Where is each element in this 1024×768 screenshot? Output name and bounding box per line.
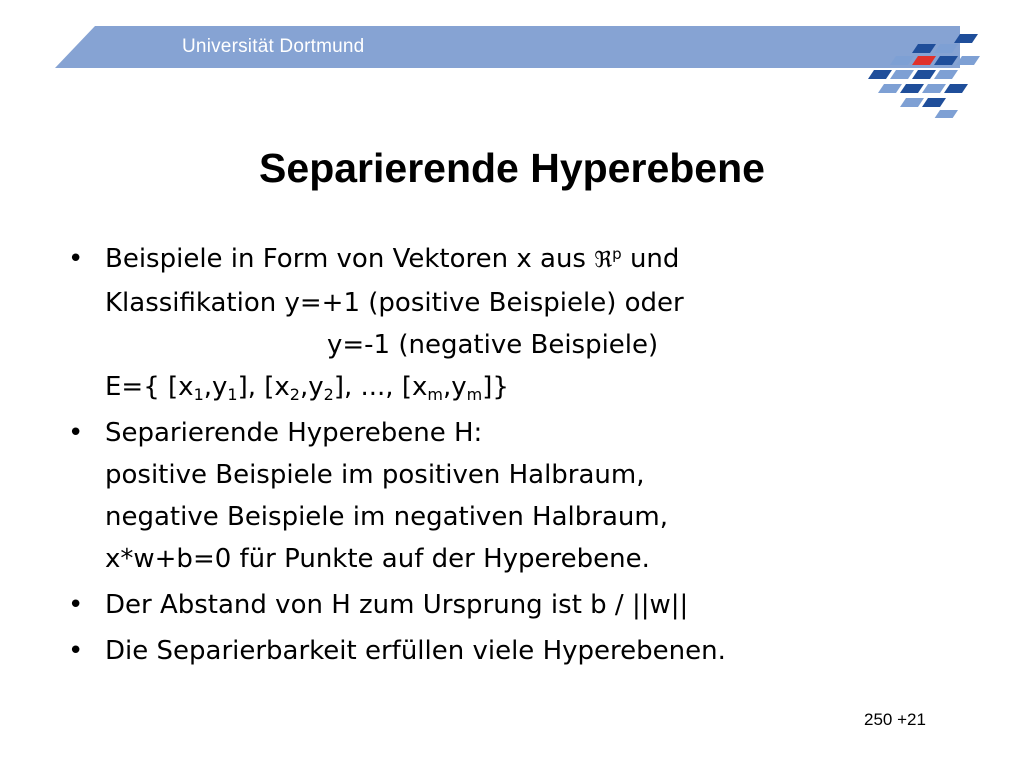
bullet-item-distance [66,584,966,626]
formula-part: ,y [299,372,324,402]
formula-part: ], ..., [x [333,372,428,402]
logo-tile [954,34,978,43]
formula-part: ], [x [237,372,290,402]
subscript: 2 [289,385,300,404]
reals-exponent: p [612,245,622,263]
bullet-list [66,238,966,672]
logo-tile [912,70,936,79]
university-name: Universität Dortmund [182,36,365,57]
logo-tile [934,70,958,79]
formula-part: ,y [442,372,467,402]
subscript: 1 [227,385,238,404]
logo-tile [944,84,968,93]
slide-title: Separierende Hyperebene [259,145,765,191]
bullet-glyph: • [68,418,84,448]
university-logo [850,26,980,118]
bullet-item-hyperplane [66,412,966,580]
bullet-line-indented: y=-1 (negative Beispiele) [327,330,659,360]
bullet-glyph: • [68,636,84,666]
formula-part: E={ [x [105,372,194,402]
bullet-line: x*w+b=0 für Punkte auf der Hyperebene. [105,544,650,574]
bullet-item-separability [66,630,966,672]
subscript: m [466,385,483,404]
logo-tile [934,56,958,65]
subscript: 2 [323,385,334,404]
logo-tile [912,56,936,65]
bullet-line: Die Separierbarkeit erfüllen viele Hyperebenen. [105,636,726,666]
subscript: m [427,385,443,404]
line-text-end: und [621,244,680,274]
line-text: Beispiele in Form von Vektoren x aus [105,244,595,274]
logo-tile [890,70,914,79]
logo-tile [956,56,980,65]
logo-tile [878,84,902,93]
bullet-glyph: • [68,244,84,274]
bullet-item-examples [66,238,966,408]
bullet-line: negative Beispiele im negativen Halbraum, [105,502,668,532]
logo-tile [922,84,946,93]
logo-tile [868,70,892,79]
logo-tile [922,98,946,107]
formula-part: ]} [482,372,509,402]
logo-tile [912,44,936,53]
bullet-glyph: • [68,590,84,620]
bullet-line: Klassifikation y=+1 (positive Beispiele) oder [105,288,684,318]
reals-symbol: ℜ [594,248,613,273]
bullet-line [105,238,966,282]
logo-tile [900,98,924,107]
logo-tile [900,84,924,93]
logo-tile [890,56,914,65]
formula-part: ,y [203,372,228,402]
subscript: 1 [193,385,204,404]
bullet-line: positive Beispiele im positiven Halbraum, [105,460,645,490]
logo-tile [934,44,958,53]
logo-tile [934,110,958,118]
bullet-line: Separierende Hyperebene H: [105,418,483,448]
example-set-formula [105,366,966,408]
bullet-line: Der Abstand von H zum Ursprung ist b / ||w|| [105,590,689,620]
page-number: 250 +21 [864,710,926,729]
